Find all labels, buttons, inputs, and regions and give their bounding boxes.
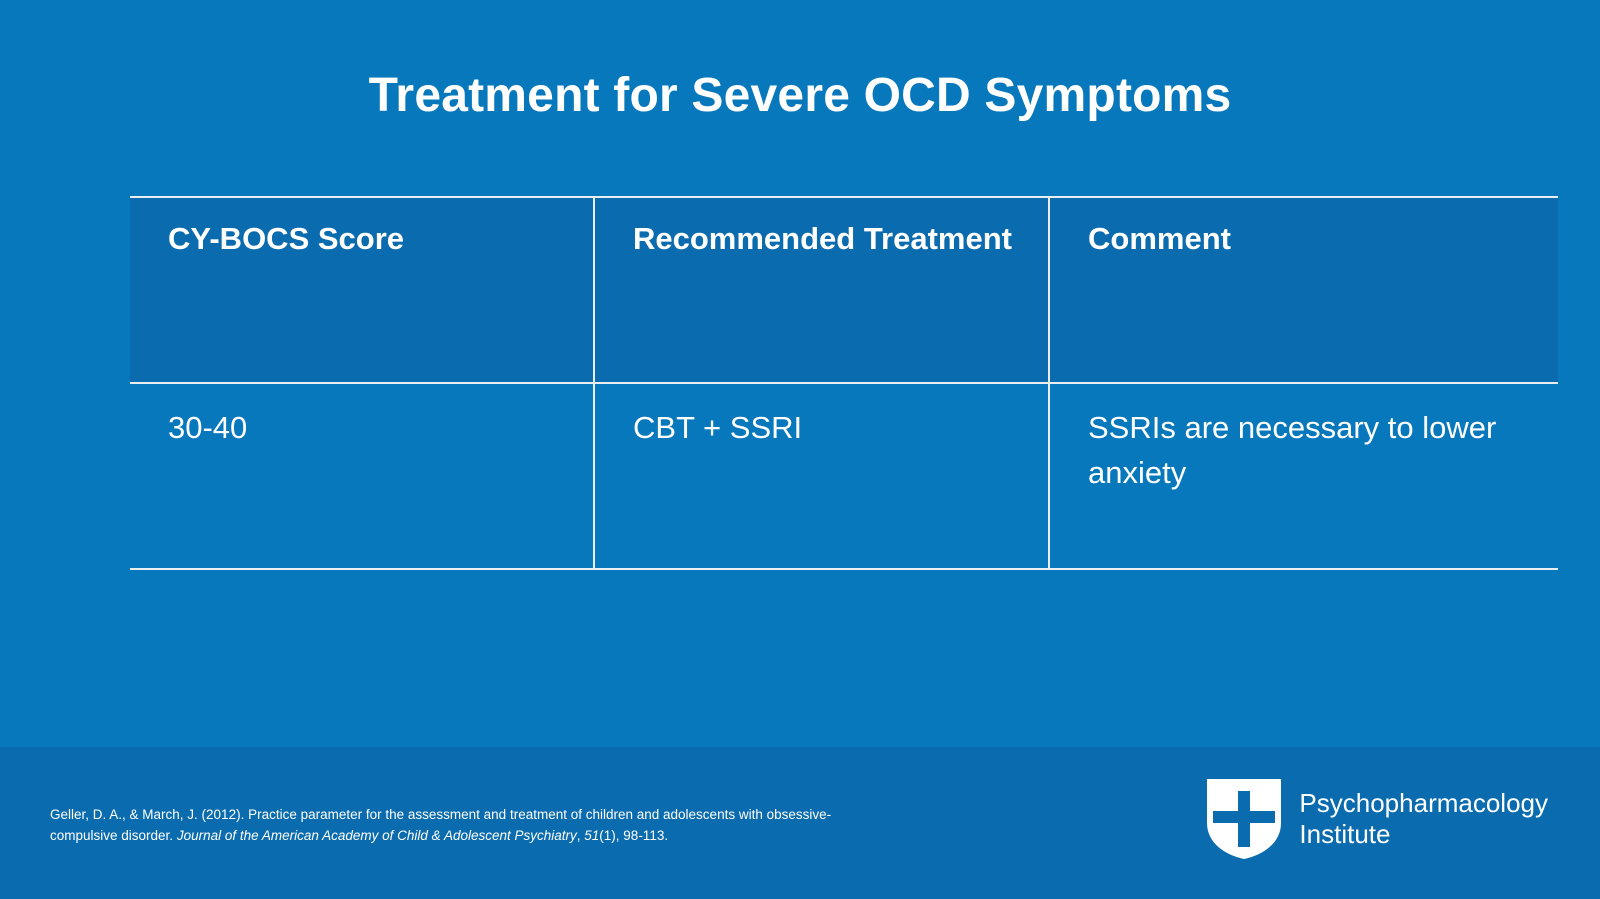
brand-name <box>1299 788 1548 850</box>
citation-text <box>50 805 870 847</box>
table-header <box>130 197 1558 383</box>
citation-part-1: Geller, D. A., & March, J. (2012). Practice parameter for the assessment and treatment of children and adolescents with obsessive-compulsive disorder. <box>50 807 832 844</box>
brand-logo <box>1205 777 1548 861</box>
treatment-table-container <box>130 196 1497 570</box>
cell-cybocs-score: 30-40 <box>130 383 594 569</box>
citation-part-2: , <box>576 828 585 844</box>
table-header-row <box>130 197 1558 383</box>
brand-name-line2: Institute <box>1299 819 1391 849</box>
treatment-table <box>130 196 1558 570</box>
column-header-cybocs-score: CY-BOCS Score <box>130 197 594 383</box>
cell-comment: SSRIs are necessary to lower anxiety <box>1049 383 1558 569</box>
citation-part-3: (1), 98-113. <box>599 828 669 844</box>
table-row <box>130 383 1558 569</box>
page-title: Treatment for Severe OCD Symptoms <box>368 69 1232 122</box>
brand-name-line1: Psychopharmacology <box>1299 787 1548 818</box>
cell-recommended-treatment: CBT + SSRI <box>594 383 1049 569</box>
column-header-comment: Comment <box>1049 197 1558 383</box>
column-header-recommended-treatment: Recommended Treatment <box>594 197 1049 383</box>
shield-cross-icon <box>1205 777 1283 861</box>
citation-journal-title: Journal of the American Academy of Child & Adolescent Psychiatry <box>176 828 577 844</box>
citation-volume: 51 <box>584 828 600 844</box>
table-body <box>130 383 1558 569</box>
